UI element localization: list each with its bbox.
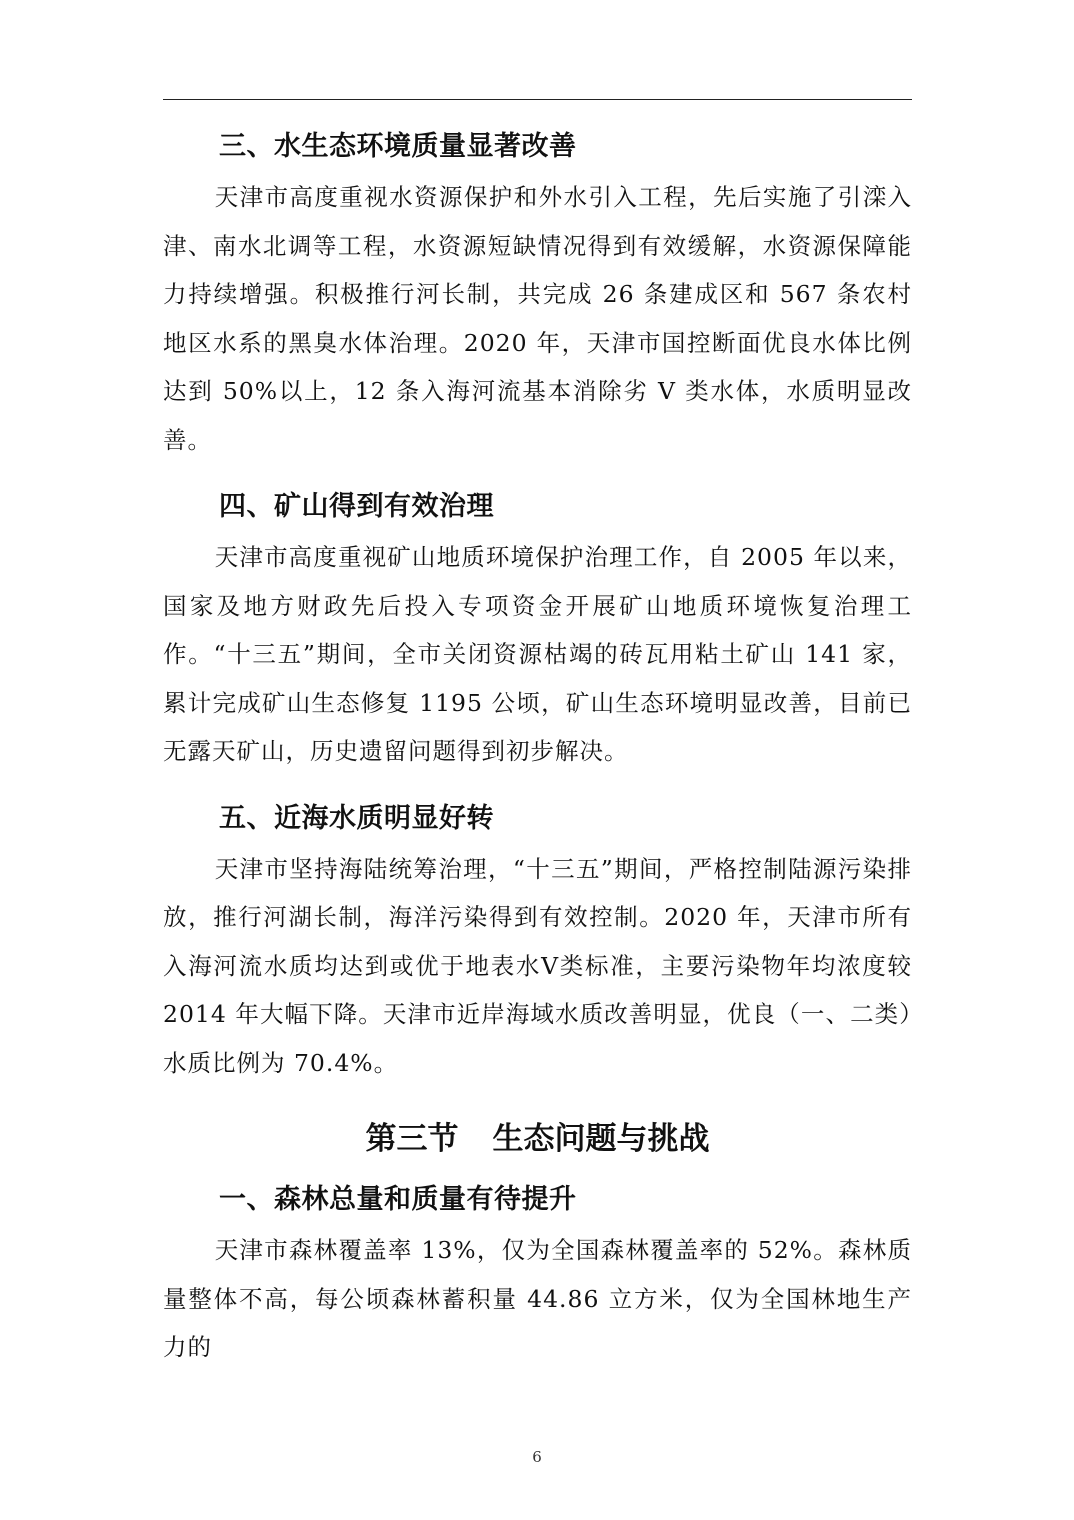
page-body [163,128,912,1372]
page-number: 6 [532,1448,542,1466]
heading-mine-governance: 四、矿山得到有效治理 [219,491,494,522]
paragraph-forest: 天津市森林覆盖率 13%，仅为全国森林覆盖率的 52%。森林质量整体不高，每公顷森林蓄积量 44.86 立方米，仅为全国林地生产力的 [163,1236,912,1361]
header-rule [163,99,912,100]
section-number: 第三节 [365,1121,459,1157]
paragraph-coastal-water: 天津市坚持海陆统筹治理，“十三五”期间，严格控制陆源污染排放，推行河湖长制，海洋污染得到有效控制。2020 年，天津市所有入海河流水质均达到或优于地表水Ⅴ类标准，主要污染物年均浓度较 2014 年大幅下降。天津市近岸海域水质改善明显，优良（一、二类）水质比例为 70.4%。 [163,854,912,1077]
section-title [163,1117,912,1161]
heading-coastal-water: 五、近海水质明显好转 [219,802,494,834]
heading-water-ecology: 三、水生态环境质量显著改善 [219,131,577,162]
heading-forest: 一、森林总量和质量有待提升 [219,1184,577,1215]
paragraph-water-ecology: 天津市高度重视水资源保护和外水引入工程，先后实施了引滦入津、南水北调等工程，水资源短缺情况得到有效缓解，水资源保障能力持续增强。积极推行河长制，共完成 26 条建成区和 567 条农村地区水系的黑臭水体治理。2020 年，天津市国控断面优良水体比例达到 50%以上，12 条入海河流基本消除劣 V 类水体，水质明显改善。 [163,183,912,454]
paragraph-mine-governance: 天津市高度重视矿山地质环境保护治理工作，自 2005 年以来，国家及地方财政先后投入专项资金开展矿山地质环境恢复治理工作。“十三五”期间，全市关闭资源枯竭的砖瓦用粘土矿山 141 家，累计完成矿山生态修复 1195 公顷，矿山生态环境明显改善，目前已无露天矿山，历史遗留问题得到初步解决。 [163,543,912,765]
section-name: 生态问题与挑战 [492,1121,710,1157]
